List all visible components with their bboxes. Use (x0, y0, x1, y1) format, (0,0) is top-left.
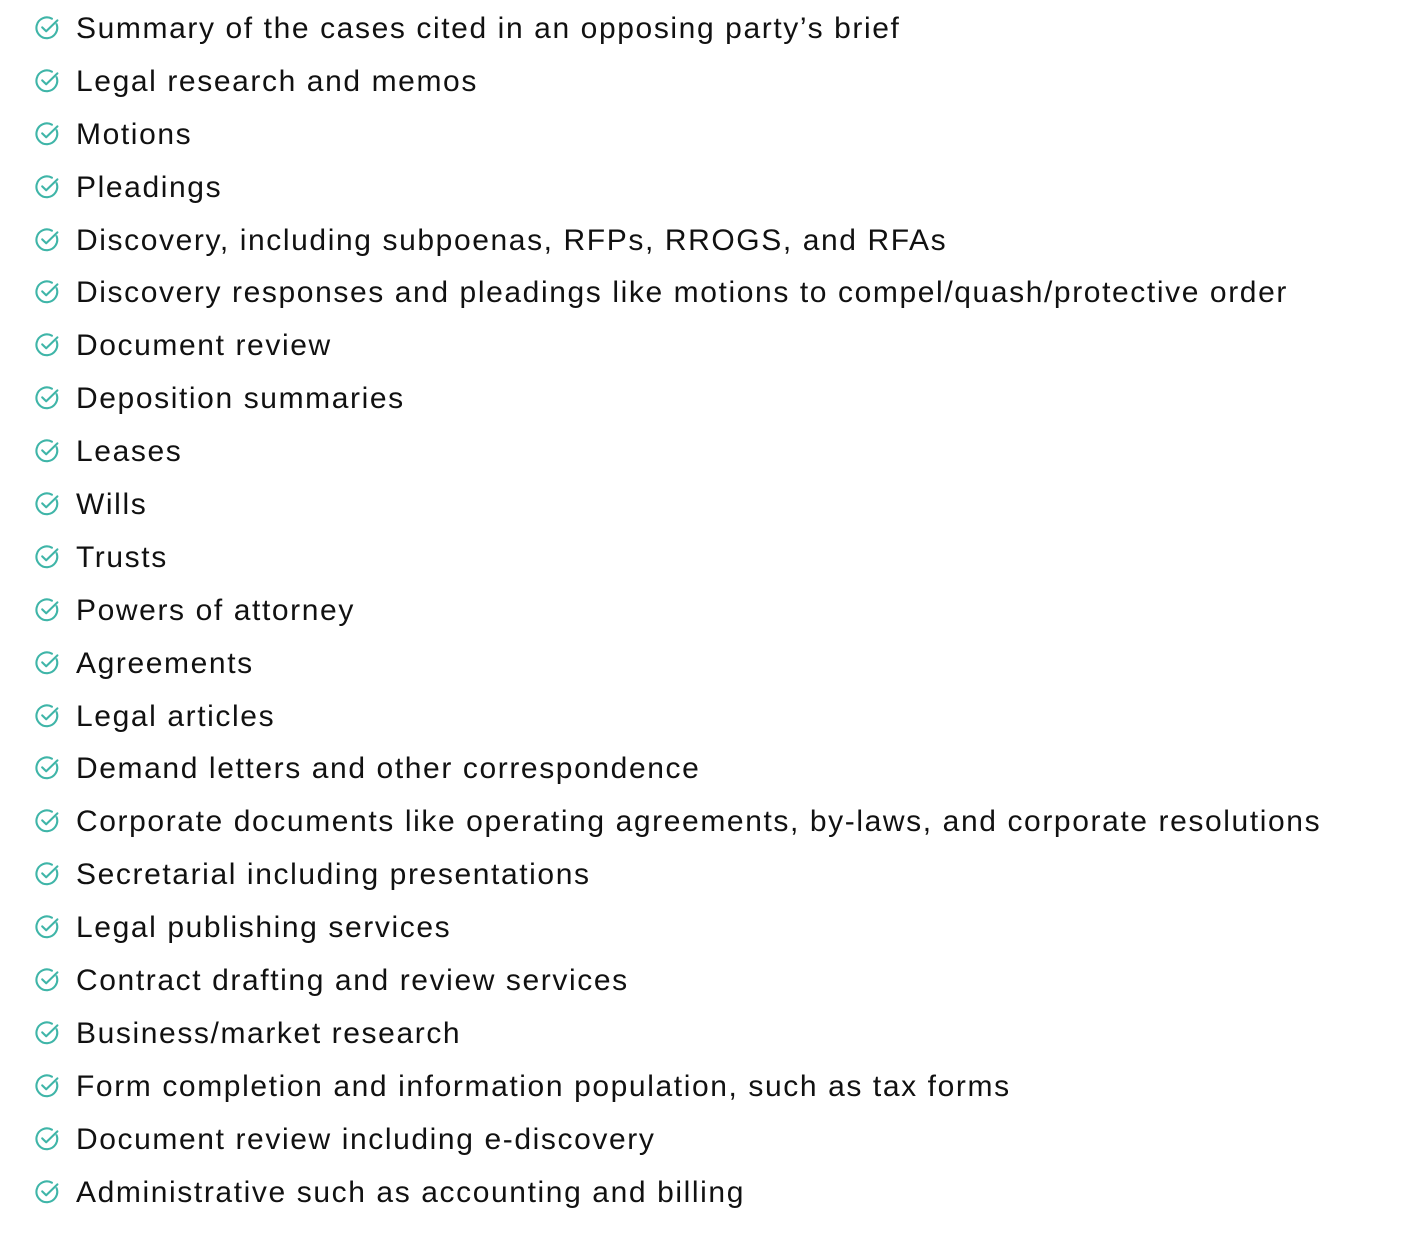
list-item (0, 373, 1404, 426)
list-item-label: Powers of attorney (76, 593, 355, 627)
list-item-label: Contract drafting and review services (76, 964, 629, 998)
check-circle-icon (34, 121, 60, 147)
check-circle-icon (34, 597, 60, 623)
list-item (0, 1114, 1404, 1167)
list-item-label: Summary of the cases cited in an opposing party’s brief (76, 12, 901, 45)
check-circle-icon (34, 227, 60, 253)
list-item (0, 1008, 1404, 1061)
list-item-label: Administrative such as accounting and billing (76, 1175, 745, 1209)
list-item (0, 320, 1404, 373)
list-item (0, 796, 1404, 849)
list-item-label: Legal research and memos (76, 64, 478, 98)
list-item (0, 162, 1404, 215)
list-item-label: Document review including e-discovery (76, 1122, 656, 1156)
list-item (0, 1167, 1404, 1220)
list-item (0, 3, 1404, 56)
list-item-label: Business/market research (76, 1016, 462, 1050)
check-circle-icon (34, 650, 60, 676)
list-item (0, 109, 1404, 162)
list-item-label: Motions (76, 117, 193, 151)
check-circle-icon (34, 68, 60, 94)
list-item-label: Document review (76, 329, 332, 363)
check-circle-icon (34, 332, 60, 358)
check-circle-icon (34, 755, 60, 781)
list-item-label: Demand letters and other correspondence (76, 752, 701, 786)
list-item (0, 691, 1404, 744)
list-item-label: Pleadings (76, 170, 223, 204)
check-circle-icon (34, 279, 60, 305)
check-circle-icon (34, 1179, 60, 1205)
check-circle-icon (34, 385, 60, 411)
list-item-label: Trusts (76, 540, 168, 574)
check-circle-icon (34, 174, 60, 200)
list-item (0, 638, 1404, 691)
list-item (0, 56, 1404, 109)
list-item-label: Corporate documents like operating agreements, by-laws, and corporate resolutions (76, 805, 1322, 839)
list-item (0, 479, 1404, 532)
list-item-label: Leases (76, 435, 183, 469)
list-item (0, 426, 1404, 479)
check-circle-icon (34, 967, 60, 993)
check-circle-icon (34, 15, 60, 41)
list-item-label: Discovery, including subpoenas, RFPs, RROGS, and RFAs (76, 223, 948, 257)
list-item (0, 849, 1404, 902)
list-item-label: Discovery responses and pleadings like motions to compel/quash/protective order (76, 276, 1288, 310)
check-circle-icon (34, 438, 60, 464)
check-circle-icon (34, 491, 60, 517)
check-circle-icon (34, 861, 60, 887)
list-item (0, 267, 1404, 320)
list-item (0, 955, 1404, 1008)
list-item-label: Secretarial including presentations (76, 858, 591, 892)
check-circle-icon (34, 1126, 60, 1152)
list-item-label: Legal articles (76, 699, 276, 733)
check-circle-icon (34, 544, 60, 570)
check-circle-icon (34, 703, 60, 729)
list-item-label: Legal publishing services (76, 911, 452, 945)
check-circle-icon (34, 1020, 60, 1046)
list-item (0, 215, 1404, 268)
services-list (0, 3, 1404, 1219)
list-item-label: Wills (76, 488, 148, 522)
check-circle-icon (34, 1073, 60, 1099)
list-item (0, 902, 1404, 955)
list-item (0, 1061, 1404, 1114)
list-item-label: Agreements (76, 646, 254, 680)
list-item-label: Form completion and information population, such as tax forms (76, 1069, 1011, 1103)
list-item-label: Deposition summaries (76, 382, 405, 416)
list-item (0, 532, 1404, 585)
check-circle-icon (34, 914, 60, 940)
list-item (0, 585, 1404, 638)
list-item (0, 743, 1404, 796)
check-circle-icon (34, 808, 60, 834)
